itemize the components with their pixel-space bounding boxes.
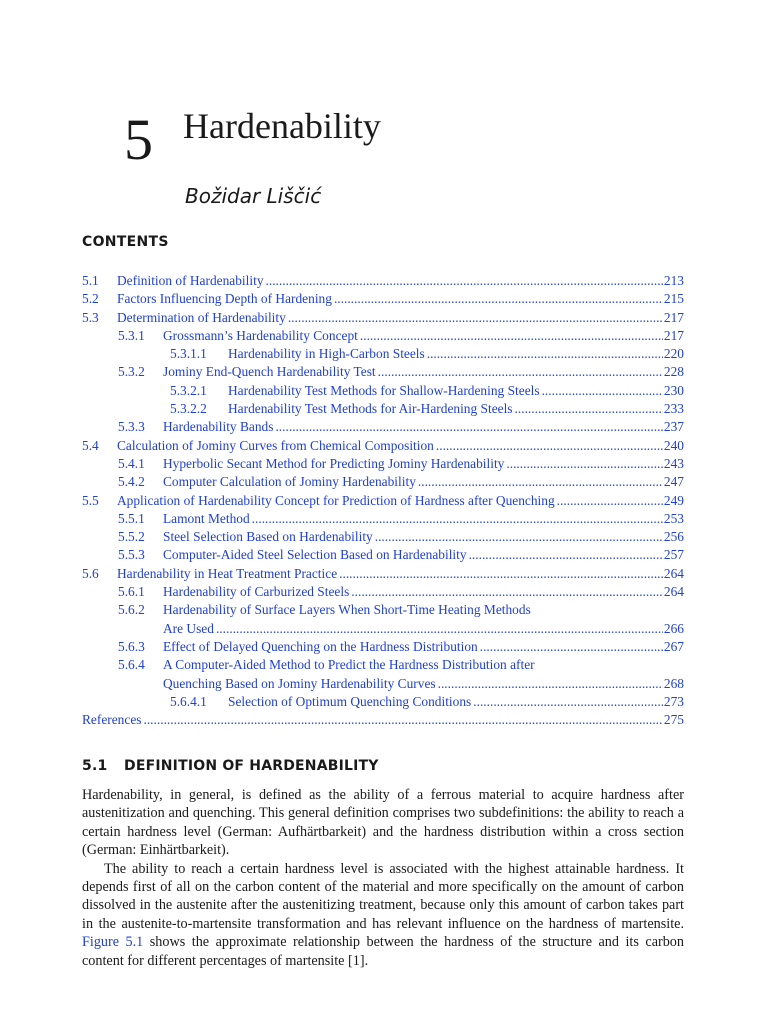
- toc-entry-title: Definition of Hardenability: [117, 273, 264, 288]
- toc-entry-number: 5.2: [82, 291, 99, 307]
- toc-entry-page: 264: [663, 565, 684, 581]
- toc-entry-title: Lamont Method: [163, 510, 250, 526]
- toc-leader-dots: [418, 473, 663, 491]
- toc-entry-number: 5.6.4: [118, 657, 145, 673]
- toc-entry-number: 5.3.3: [118, 419, 145, 435]
- toc-entry[interactable]: [82, 272, 684, 290]
- toc-entry[interactable]: [82, 638, 684, 656]
- toc-entry-page: 256: [663, 529, 684, 545]
- toc-entry[interactable]: [82, 290, 684, 308]
- toc-entry-number: 5.3.1: [118, 327, 145, 343]
- toc-entry-page: 243: [663, 455, 684, 471]
- toc-entry-page: 253: [663, 510, 684, 526]
- toc-entry-title: Hardenability Test Methods for Air-Hardening Steels: [228, 401, 513, 417]
- toc-entry-page: 257: [663, 547, 684, 563]
- toc-leader-dots: [351, 583, 663, 601]
- toc-entry-page: 268: [663, 675, 684, 691]
- toc-entry-number: 5.3.1.1: [170, 346, 207, 362]
- toc-entry-number: 5.3.2.1: [170, 382, 207, 398]
- toc-entry[interactable]: [82, 400, 684, 418]
- toc-entry-number: 5.5.2: [118, 529, 145, 545]
- toc-entry-title: Factors Influencing Depth of Hardening: [117, 291, 332, 307]
- toc-entry[interactable]: [82, 620, 684, 638]
- toc-entry-title: Selection of Optimum Quenching Conditions: [228, 693, 472, 709]
- toc-leader-dots: [339, 565, 663, 583]
- toc-entry-number: 5.5.1: [118, 510, 145, 526]
- paragraph-2-text-a: The ability to reach a certain hardness level is associated with the highest attainable hardness. It depends first of all on the carbon content of the material and more specifically on the amount of carbon dissolved in the austenite after the austenitizing treatment, because only this amount of carbon takes part in the austenite-to-martensite transformation and has relevant influence on the hardness of martensite.: [82, 860, 684, 932]
- toc-entry-title: Calculation of Jominy Curves from Chemical Composition: [117, 437, 434, 453]
- toc-entry-page: 266: [663, 620, 684, 636]
- toc-entry-title: References: [82, 712, 142, 728]
- toc-leader-dots: [252, 510, 663, 528]
- toc-entry-title: Effect of Delayed Quenching on the Hardness Distribution: [163, 638, 478, 654]
- toc-leader-dots: [334, 290, 663, 308]
- toc-leader-dots: [216, 620, 663, 638]
- toc-entry-number: 5.3: [82, 309, 99, 325]
- toc-entry[interactable]: [82, 309, 684, 327]
- toc-entry-page: 228: [663, 364, 684, 380]
- toc-entry[interactable]: [82, 675, 684, 693]
- toc-entry-title: Grossmann’s Hardenability Concept: [163, 327, 358, 343]
- toc-entry-title: Hardenability Test Methods for Shallow-Hardening Steels: [228, 382, 540, 398]
- toc-entry-page: 230: [663, 382, 684, 398]
- toc-entry[interactable]: [82, 510, 684, 528]
- toc-entry[interactable]: [82, 583, 684, 601]
- toc-entry-page: 217: [663, 309, 684, 325]
- toc-entry[interactable]: [82, 565, 684, 583]
- toc-entry-number: 5.4.2: [118, 474, 145, 490]
- toc-leader-dots: [436, 437, 663, 455]
- toc-entry-number: 5.6.3: [118, 638, 145, 654]
- toc-entry-title: Quenching Based on Jominy Hardenability Curves: [163, 675, 436, 691]
- toc-entry-title: Steel Selection Based on Hardenability: [163, 529, 373, 545]
- toc-entry-title: Hardenability in Heat Treatment Practice: [117, 565, 338, 581]
- section-title: DEFINITION OF HARDENABILITY: [124, 758, 379, 774]
- toc-entry-page: 273: [663, 693, 684, 709]
- section-body: [82, 786, 684, 970]
- toc-entry[interactable]: [82, 546, 684, 564]
- toc-leader-dots: [143, 711, 662, 729]
- toc-entry-page: 249: [663, 492, 684, 508]
- figure-link[interactable]: Figure 5.1: [82, 934, 144, 951]
- toc-entry[interactable]: [82, 656, 684, 674]
- toc-entry-number: 5.6: [82, 565, 99, 581]
- toc-leader-dots: [438, 675, 663, 693]
- toc-leader-dots: [427, 345, 663, 363]
- toc-entry-page: 264: [663, 584, 684, 600]
- paragraph-2: [82, 860, 684, 970]
- toc-entry-page: 215: [663, 291, 684, 307]
- toc-entry[interactable]: [82, 693, 684, 711]
- toc-leader-dots: [506, 455, 663, 473]
- toc-entry[interactable]: [82, 455, 684, 473]
- toc-entry[interactable]: [82, 327, 684, 345]
- toc-leader-dots: [469, 546, 663, 564]
- toc-entry-number: 5.6.4.1: [170, 693, 207, 709]
- toc-entry-number: 5.1: [82, 273, 99, 288]
- toc-entry-title: A Computer-Aided Method to Predict the Hardness Distribution after: [163, 657, 535, 673]
- chapter-title: Hardenability: [183, 106, 381, 146]
- toc-leader-dots: [360, 327, 663, 345]
- toc-leader-dots: [275, 418, 662, 436]
- toc-entry-title: Computer-Aided Steel Selection Based on Hardenability: [163, 547, 467, 563]
- toc-leader-dots: [480, 638, 663, 656]
- toc-entry[interactable]: [82, 528, 684, 546]
- toc-entry-title: Determination of Hardenability: [117, 309, 286, 325]
- paragraph-1: Hardenability, in general, is defined as the ability of a ferrous material to acquire hardness after austenitization and quenching. This general definition comprises two subdefinitions: the ability to reach a certain hardness level (German: Aufhärtbarkeit) and the hardness distribution within a cross section (German: Einhärtbarkeit).: [82, 787, 684, 859]
- toc-leader-dots: [515, 400, 663, 418]
- toc-leader-dots: [266, 272, 663, 290]
- toc-entry-number: 5.6.2: [118, 602, 145, 618]
- paragraph-2-text-b: shows the approximate relationship between the hardness of the structure and its carbon content for different percentages of martensite [1].: [82, 934, 684, 969]
- toc-entry-number: 5.6.1: [118, 584, 145, 600]
- toc-leader-dots: [473, 693, 663, 711]
- toc-entry-number: 5.5: [82, 492, 99, 508]
- toc-entry-page: 240: [663, 437, 684, 453]
- toc-entry-page: 213: [663, 273, 684, 288]
- toc-leader-dots: [288, 309, 663, 327]
- toc-entry[interactable]: [82, 437, 684, 455]
- toc-entry[interactable]: [82, 345, 684, 363]
- section-heading: [82, 758, 379, 774]
- toc-entry[interactable]: [82, 363, 684, 381]
- toc-entry[interactable]: [82, 382, 684, 400]
- toc-entry-title: Application of Hardenability Concept for Prediction of Hardness after Quenching: [117, 492, 555, 508]
- toc-entry-title: Hardenability in High-Carbon Steels: [228, 346, 425, 362]
- toc-leader-dots: [378, 363, 663, 381]
- toc-entry-title: Are Used: [163, 620, 214, 636]
- toc-entry-number: 5.4.1: [118, 455, 145, 471]
- toc-entry[interactable]: [82, 473, 684, 491]
- toc-entry-page: 267: [663, 638, 684, 654]
- toc-entry[interactable]: [82, 492, 684, 510]
- toc-entry-page: 237: [663, 419, 684, 435]
- toc-entry[interactable]: [82, 711, 684, 729]
- toc-entry-page: 217: [663, 327, 684, 343]
- toc-leader-dots: [557, 492, 663, 510]
- chapter-author: Božidar Liščić: [185, 184, 322, 208]
- toc-entry-page: 275: [663, 712, 684, 728]
- chapter-number: 5: [124, 107, 153, 172]
- toc-entry-title: Hardenability of Carburized Steels: [163, 584, 350, 600]
- toc-entry-page: 247: [663, 474, 684, 490]
- section-number: 5.1: [82, 758, 108, 774]
- toc-entry[interactable]: [82, 601, 684, 619]
- toc-entry-number: 5.4: [82, 437, 99, 453]
- toc-entry-title: Computer Calculation of Jominy Hardenability: [163, 474, 416, 490]
- toc-entry-title: Hardenability Bands: [163, 419, 274, 435]
- toc-entry-title: Hyperbolic Secant Method for Predicting Jominy Hardenability: [163, 455, 505, 471]
- toc-entry-number: 5.3.2.2: [170, 401, 207, 417]
- toc-entry-page: 233: [663, 401, 684, 417]
- toc-entry-title: Hardenability of Surface Layers When Short-Time Heating Methods: [163, 602, 531, 618]
- toc-leader-dots: [542, 382, 663, 400]
- toc-entry[interactable]: [82, 418, 684, 436]
- toc-entry-number: 5.3.2: [118, 364, 145, 380]
- toc-entry-page: 220: [663, 346, 684, 362]
- toc-entry-number: 5.5.3: [118, 547, 145, 563]
- toc-entry-title: Jominy End-Quench Hardenability Test: [163, 364, 376, 380]
- table-of-contents: [82, 272, 684, 729]
- toc-leader-dots: [375, 528, 663, 546]
- contents-heading: CONTENTS: [82, 234, 169, 250]
